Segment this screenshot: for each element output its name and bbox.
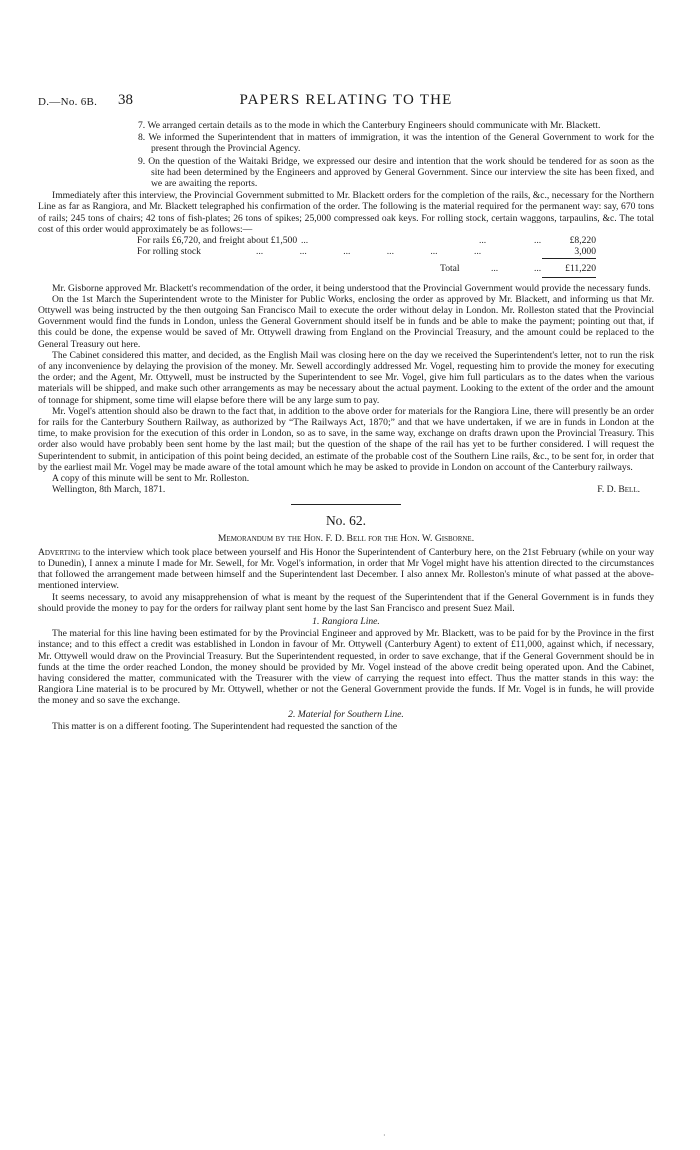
place-date: Wellington, 8th March, 1871. <box>52 484 166 496</box>
footer-mark: · <box>383 1131 386 1140</box>
paragraph: A copy of this minute will be sent to Mr. Rolleston. <box>52 473 250 485</box>
cost-row-stock: For rolling stock ... ... ... ... ... ... 3,000 <box>137 246 596 258</box>
document-body <box>38 120 654 732</box>
paragraph: Adverting to the interview which took place between yourself and His Honor the Superintendent of Canterbury here, on the 21st February (while on your way to Dunedin), I annex a minute I made for Mr. Sewell, for Mr. Vogel's information, in order that Mr Vogel might have his attention directed to the circumstances that followed the arrangement made between himself and the Superintendent last December. I also annex Mr. Rolleston's minute of what passed at the above-mentioned interview. <box>38 546 654 592</box>
page-number: 38 <box>118 92 133 108</box>
paragraph: This matter is on a different footing. The Superintendent had requested the sanction of the <box>52 720 398 732</box>
paragraph: Mr. Vogel's attention should also be drawn to the fact that, in addition to the above order for materials for the Rangiora Line, there will presently be an order for rails for the Canterbury Southern Railway, as authorized by “The Railways Act, 1870;” and that we have undertaken, if we are in funds in London at the time, to make provision for the execution of this order in London, so as to save, in the same way, exchange on drafts drawn upon the Provincial Treasury. This order also would have probably been sent home by the last mail; but the question of the shape of the rail has yet to be further considered. I will request the Superintendent to submit, in anticipation of this point being decided, an estimate of the probable cost of the Southern Line rails, &c., to be sent for, in order that by the earliest mail Mr. Vogel may be made aware of the total amount which he may be asked to provide in London on account of the Canterbury railways. <box>38 405 654 473</box>
cost-row-total: Total ... ... £11,220 <box>440 263 596 275</box>
paragraph: Mr. Gisborne approved Mr. Blackett's recommendation of the order, it being understood that the Provincial Government would provide the necessary funds. <box>52 282 651 294</box>
document-number: No. 62. <box>325 513 367 529</box>
list-item: 7. We arranged certain details as to the mode in which the Canterbury Engineers should communicate with Mr. Blackett. <box>138 120 601 131</box>
opening-word: Adverting <box>38 546 81 558</box>
list-item: 8. We informed the Superintendent that in matters of immigration, it was the intention of the General Government to work for the present through the Provincial Agency. <box>138 132 654 155</box>
subheading: 1. Rangiora Line. <box>312 616 380 628</box>
document-reference: D.—No. 6B. <box>38 96 98 108</box>
cost-table <box>38 235 654 283</box>
section-divider <box>291 504 401 505</box>
signature: F. D. Bell. <box>597 484 640 496</box>
running-title: PAPERS RELATING TO THE <box>239 92 453 108</box>
memo-title: Memorandum by the Hon. F. D. Bell for the Hon. W. Gisborne. <box>217 532 475 544</box>
page-header <box>38 92 654 114</box>
cost-row-rails: For rails £6,720, and freight about £1,500 ... ... ... £8,220 <box>137 235 596 247</box>
subheading: 2. Material for Southern Line. <box>288 708 404 720</box>
paragraph-order: Immediately after this interview, the Provincial Government submitted to Mr. Blackett orders for the completion of the rails, &c., necessary for the Northern Line as far as Rangiora, and Mr. Blackett telegraphed his confirmation of the order. The following is the material required for the permanent way: say, 670 tons of rails; 245 tons of chairs; 42 tons of fish-plates; 26 tons of spikes; 25,000 compressed oak keys. For rolling stock, certain waggons, tarpaulins, &c. The total cost of this order would approximately be as follows:— <box>38 190 654 235</box>
paragraph: It seems necessary, to avoid any misapprehension of what is meant by the request of the Superintendent that if the General Government is in funds they should provide the money to pay for the orders for railway plant sent home by the last San Francisco and present Suez Mail. <box>38 591 654 614</box>
list-item: 9. On the question of the Waitaki Bridge, we expressed our desire and intention that the work should be tendered for as soon as the site had been determined by the Engineers and approved by General Government. Since our interview the site has been fixed, and we are awaiting the reports. <box>138 155 655 190</box>
signoff <box>38 484 654 495</box>
paragraph: On the 1st March the Superintendent wrote to the Minister for Public Works, enclosing the order as approved by Mr. Blackett, and informing us that Mr. Ottywell was being instructed by the then outgoing San Francisco Mail to execute the order without delay in London. Mr. Rolleston stated that the Provincial Government would find the funds in London, unless the General Government should itself be in funds and be able to make the payment; pointing out that, if this could be done, the expense would be saved of Mr. Ottywell drawing from England on the Provincial Treasury, and the amount could be replaced to the General Treasury out here. <box>38 293 654 350</box>
document-page <box>38 92 654 732</box>
paragraph: The material for this line having been estimated for by the Provincial Engineer and approved by Mr. Blackett, was to be paid for by the Province in the first instance; and to this effect a credit was established in London in favour of Mr. Ottywell (Canterbury Agent) to extent of £11,000, against which, if necessary, Mr. Ottywell would draw on the Provincial Treasury. But the Superintendent requested, in order to save exchange, that if the General Government should be in funds at the time the order reached London, the money should be provided by Mr. Vogel instead of the above credit being operated upon. And the Cabinet, having considered the matter, communicated with the Treasurer with the view of carrying the request into effect. Thus the matter stands in this way: the Rangiora Line material is to be procured by Mr. Ottywell, whether or not the General Government provide the funds. If Mr. Vogel is in funds, he will provide the money and so save the exchange. <box>38 628 654 707</box>
paragraph: The Cabinet considered this matter, and decided, as the English Mail was closing here on the day we received the Superintendent's letter, not to run the risk of any inconvenience by delaying the provision of the money. Mr. Sewell accordingly addressed Mr. Vogel, requesting him to provide the money for executing the order; and the Agent, Mr. Ottywell, must be instructed by the Superintendent to see Mr. Vogel, give him full particulars as to the dates when the various materials will be shipped, and make such other arrangements as may be necessary about the actual payment. Looking to the extent of the order and the amount of tonnage for shipment, some time will elapse before there will be any large sum to pay. <box>38 349 654 406</box>
